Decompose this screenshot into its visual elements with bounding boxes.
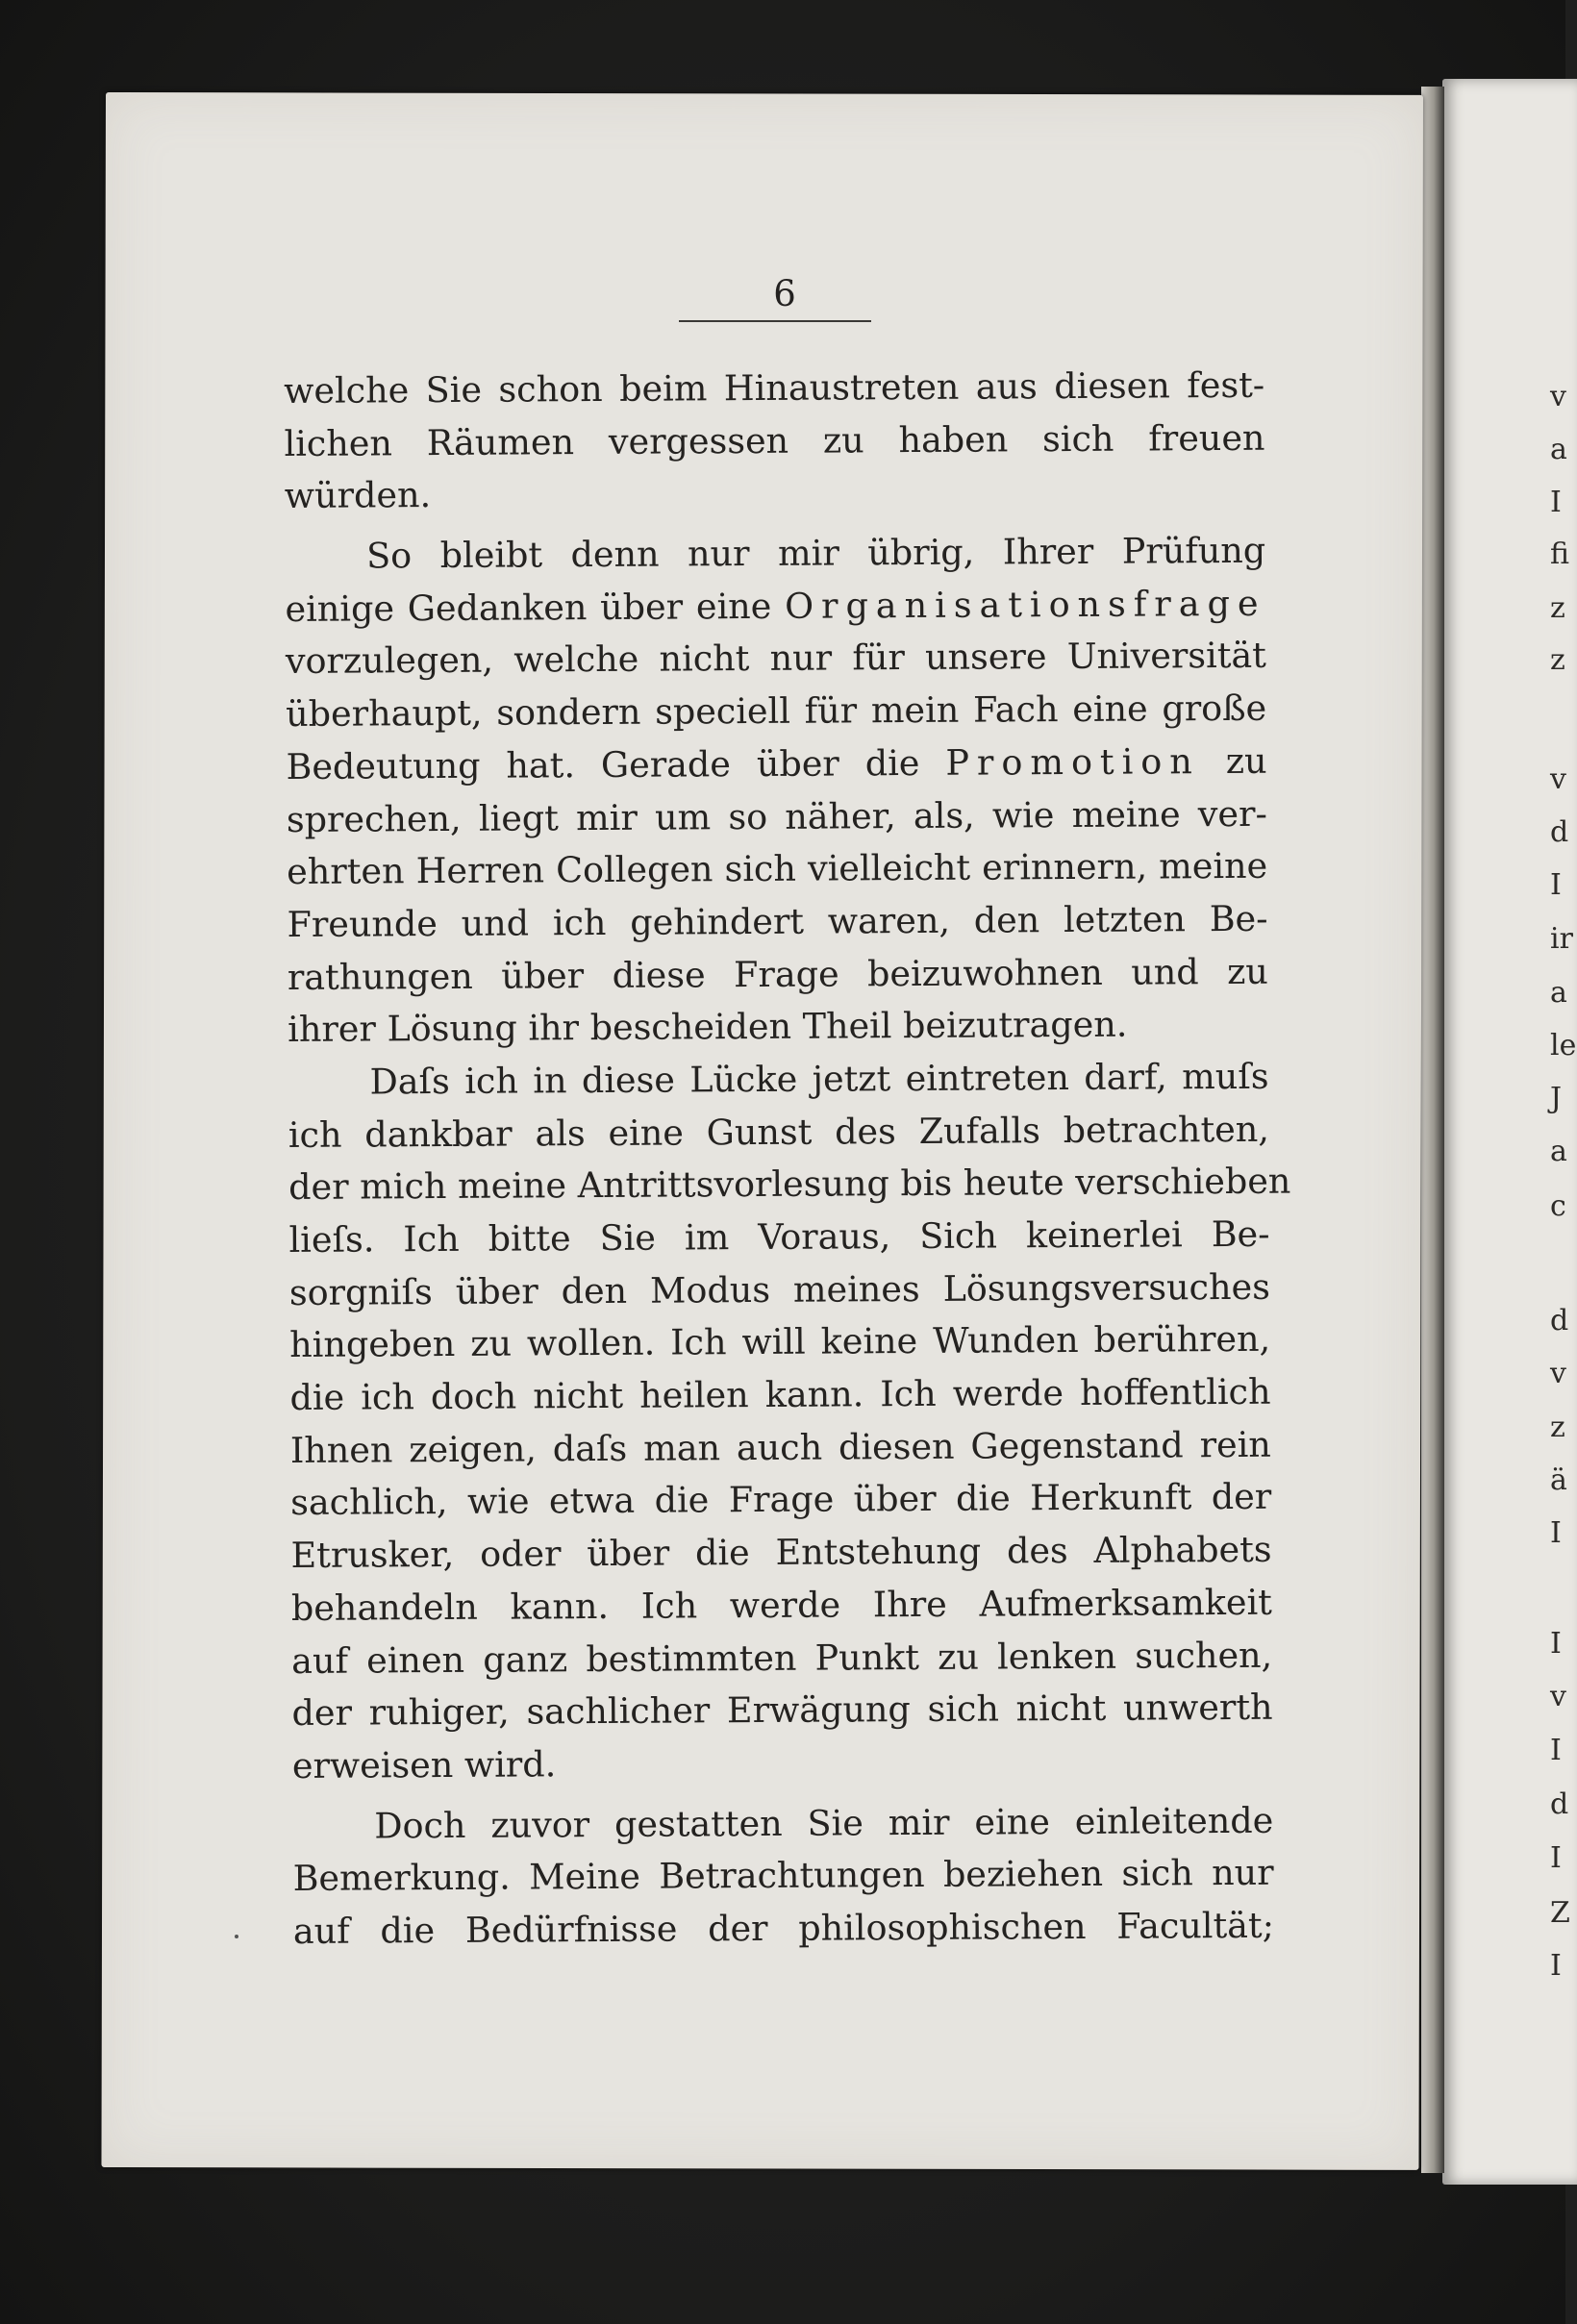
facing-page-letter: v (1550, 1680, 1566, 1713)
text-line: vorzulegen, welche nicht nur für unsere Universität (285, 635, 1266, 683)
facing-page-letter: fi (1550, 537, 1570, 571)
facing-page-letter: I (1550, 486, 1562, 519)
emphasized-word-promotion: Promotion (945, 740, 1200, 784)
facing-page-letter: I (1550, 868, 1562, 902)
text-line: welche Sie schon beim Hinaustreten aus diesen fest- (284, 363, 1265, 412)
text-line-with-emphasis (285, 578, 1265, 637)
text-line: Doch zuvor gestatten Sie mir eine einleitende (374, 1799, 1274, 1847)
text-line-with-emphasis (286, 736, 1266, 794)
facing-page-letter: z (1550, 591, 1565, 625)
facing-page-letter: ir (1550, 922, 1573, 956)
facing-page-letter: I (1550, 1734, 1562, 1767)
facing-page-letter: v (1550, 762, 1566, 796)
facing-page-letter: I (1550, 1841, 1562, 1875)
facing-page-letter: I (1550, 1516, 1562, 1550)
text-fragment: einige Gedanken über eine (285, 585, 786, 630)
text-line: ich dankbar als eine Gunst des Zufalls betrachten, (288, 1108, 1269, 1156)
facing-page-letter: a (1550, 976, 1567, 1010)
text-line: erweisen wird. (291, 1743, 557, 1787)
text-line: der mich meine Antrittsvorlesung bis heute verschieben (288, 1160, 1291, 1209)
facing-page-letter: le (1550, 1029, 1577, 1062)
text-line: sachlich, wie etwa die Frage über die Herkunft der (290, 1476, 1272, 1524)
text-line: Ihnen zeigen, daſs man auch diesen Gegenstand rein (289, 1423, 1272, 1471)
facing-page-letter: v (1550, 1357, 1566, 1390)
facing-page-letter: I (1550, 1627, 1562, 1661)
text-fragment: zu (1199, 739, 1267, 782)
emphasized-word-organisationsfrage: Organisationsfrage (784, 582, 1266, 627)
facing-page-letter: a (1550, 1135, 1567, 1168)
text-line: hingeben zu wollen. Ich will keine Wunden berühren, (289, 1318, 1271, 1366)
text-line: auf die Bedürfnisse der philosophischen Facultät; (292, 1904, 1275, 1952)
body-text (284, 360, 1291, 1959)
header-rule (679, 320, 871, 322)
facing-page-letter: ä (1550, 1463, 1567, 1497)
margin-speck (235, 1935, 238, 1938)
text-line: der ruhiger, sachlicher Erwägung sich nicht unwerth (291, 1686, 1273, 1735)
text-line: lichen Räumen vergessen zu haben sich freuen (284, 416, 1265, 464)
facing-page-letter: c (1550, 1189, 1566, 1223)
text-line: überhaupt, sondern speciell für mein Fach eine große (286, 687, 1267, 736)
text-line: würden. (284, 474, 432, 517)
facing-page-letter: I (1550, 1949, 1562, 1983)
text-line: behandeln kann. Ich werde Ihre Aufmerksamkeit (290, 1581, 1273, 1629)
text-line: ehrten Herren Collegen sich vielleicht erinnern, meine (287, 844, 1268, 893)
text-line: ihrer Lösung ihr bescheiden Theil beizutragen. (288, 1003, 1128, 1051)
facing-page-letter: a (1550, 433, 1567, 466)
text-line: sorgniſs über den Modus meines Lösungsversuches (288, 1265, 1271, 1313)
text-line: Daſs ich in diese Lücke jetzt eintreten darf, muſs (369, 1055, 1269, 1103)
facing-page-letter: Z (1550, 1896, 1570, 1930)
facing-page-letter: J (1550, 1082, 1563, 1115)
text-line: Etrusker, oder über die Entstehung des Alphabets (290, 1528, 1272, 1577)
book-gutter (1421, 87, 1444, 2173)
facing-page-letter: d (1550, 1304, 1569, 1337)
facing-page-letter: v (1550, 380, 1566, 413)
facing-page-letter: z (1550, 643, 1565, 677)
text-fragment: Bedeutung hat. Gerade über die (286, 741, 946, 787)
text-line: auf einen ganz bestimmten Punkt zu lenken suchen, (291, 1634, 1273, 1682)
text-line: So bleibt denn nur mir übrig, Ihrer Prüfung (366, 529, 1266, 577)
text-line: Bemerkung. Meine Betrachtungen beziehen sich nur (292, 1851, 1274, 1900)
text-line: Freunde und ich gehindert waren, den letzten Be- (287, 897, 1268, 945)
facing-page-letter: d (1550, 1787, 1569, 1821)
text-line: sprechen, liegt mir um so näher, als, wie meine ver- (286, 792, 1267, 840)
text-line: die ich doch nicht heilen kann. Ich werde hoffentlich (289, 1370, 1271, 1419)
text-line: lieſs. Ich bitte Sie im Voraus, Sich keinerlei Be- (288, 1212, 1270, 1261)
facing-page-letter: d (1550, 815, 1569, 849)
facing-page-letter: z (1550, 1411, 1565, 1444)
text-line: rathungen über diese Frage beizuwohnen und zu (287, 950, 1268, 998)
page-number: 6 (773, 273, 796, 314)
